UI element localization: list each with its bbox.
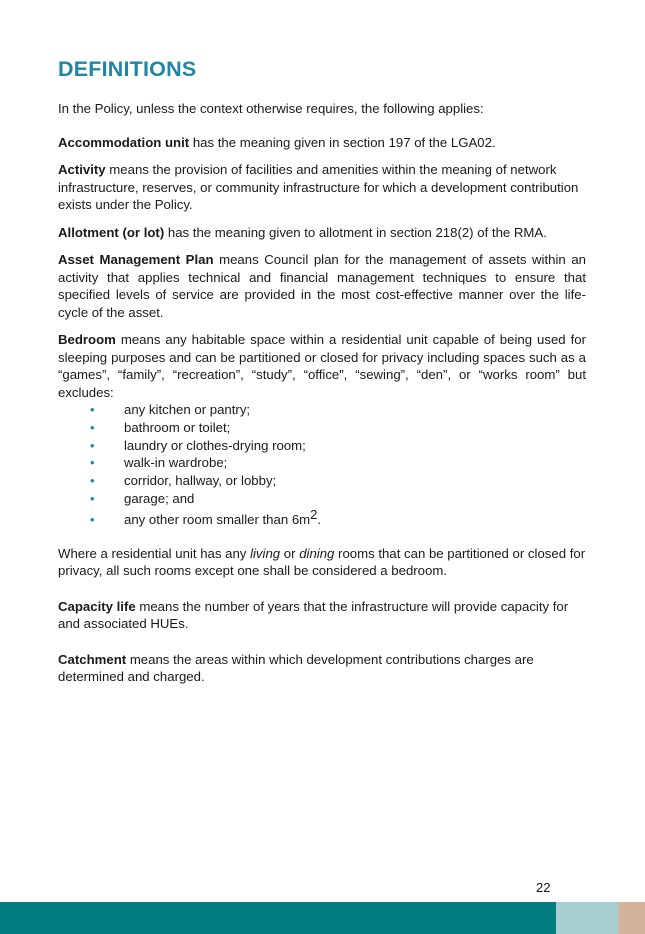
definition-text: means the number of years that the infrastructure will provide capacity for and associated HUEs. bbox=[58, 598, 569, 632]
note-text: or bbox=[280, 545, 300, 561]
bullet-dot-icon: • bbox=[90, 490, 95, 506]
definition-term: Capacity life bbox=[58, 598, 136, 614]
bullet-dot-icon: • bbox=[90, 437, 95, 453]
intro-text: In the Policy, unless the context otherwise requires, the following applies: bbox=[58, 101, 484, 116]
list-item bbox=[90, 506, 586, 529]
definition-term: Bedroom bbox=[58, 332, 116, 347]
footer-bar-light bbox=[556, 902, 618, 934]
definition-catchment bbox=[58, 651, 586, 686]
definition-capacity-life bbox=[58, 598, 586, 633]
list-item-text: garage; and bbox=[124, 490, 195, 506]
definition-term: Asset Management Plan bbox=[58, 252, 214, 267]
superscript-two: 2 bbox=[310, 506, 318, 522]
footer-bar-main bbox=[0, 902, 556, 934]
bullet-dot-icon: • bbox=[90, 455, 95, 471]
bullet-dot-icon: • bbox=[90, 419, 95, 435]
definition-text: means the areas within which development contributions charges are determined and charged. bbox=[58, 651, 534, 685]
definition-text: means any habitable space within a residential unit capable of being used for sleeping purposes and can be partitioned or closed for privacy including spaces such as a “games”, “family”, “recreation”, “study”, “office”, “sewing”, “den”, or “works room” but excludes: bbox=[58, 332, 586, 400]
list-item-end: . bbox=[317, 511, 322, 527]
definition-bedroom bbox=[58, 331, 586, 401]
bullet-dot-icon: • bbox=[90, 402, 95, 417]
list-item-text: bathroom or toilet; bbox=[124, 419, 231, 435]
note-emphasis-dining: dining bbox=[299, 545, 335, 561]
bullet-dot-icon: • bbox=[90, 473, 95, 489]
definition-term: Activity bbox=[58, 162, 106, 177]
definition-asset-management-plan bbox=[58, 251, 586, 321]
list-item bbox=[90, 472, 586, 490]
definition-text: has the meaning given to allotment in section 218(2) of the RMA. bbox=[164, 224, 547, 240]
definition-text: has the meaning given in section 197 of the LGA02. bbox=[189, 134, 496, 150]
list-item-text: walk-in wardrobe; bbox=[124, 455, 228, 471]
list-item bbox=[90, 490, 586, 508]
list-item bbox=[90, 401, 586, 419]
page-title: DEFINITIONS bbox=[58, 57, 197, 81]
list-item bbox=[90, 419, 586, 437]
list-item bbox=[90, 454, 586, 472]
page-number: 22 bbox=[536, 880, 551, 895]
definition-activity bbox=[58, 161, 586, 214]
list-item-text: any kitchen or pantry; bbox=[124, 402, 251, 417]
bedroom-note bbox=[58, 545, 586, 580]
list-item-text: any other room smaller than 6m bbox=[124, 511, 311, 527]
definition-term: Accommodation unit bbox=[58, 134, 190, 150]
list-item-text: corridor, hallway, or lobby; bbox=[124, 473, 277, 489]
list-item-text: laundry or clothes-drying room; bbox=[124, 437, 306, 453]
bedroom-exclusions-list bbox=[58, 401, 586, 529]
footer-bar-tan bbox=[618, 902, 645, 934]
bullet-dot-icon: • bbox=[90, 511, 95, 527]
definitions-body bbox=[58, 100, 586, 696]
definition-term: Allotment (or lot) bbox=[58, 224, 165, 240]
definition-allotment bbox=[58, 224, 586, 242]
note-text: Where a residential unit has any bbox=[58, 545, 251, 561]
definition-term: Catchment bbox=[58, 651, 127, 667]
note-text: rooms that can be partitioned or closed for privacy, all such rooms except one shall be considered a bedroom. bbox=[58, 545, 586, 579]
definition-text: means Council plan for the management of assets within an activity that applies technical and financial management techniques to ensure that specified levels of service are provided in the most cost-effective manner over the life-cycle of the asset. bbox=[58, 252, 586, 320]
note-emphasis-living: living bbox=[250, 545, 281, 561]
definition-text: means the provision of facilities and amenities within the meaning of network infrastructure, reserves, or community infrastructure for which a development contribution exists under the Policy. bbox=[58, 162, 579, 212]
list-item bbox=[90, 437, 586, 455]
definition-accommodation-unit bbox=[58, 134, 586, 152]
